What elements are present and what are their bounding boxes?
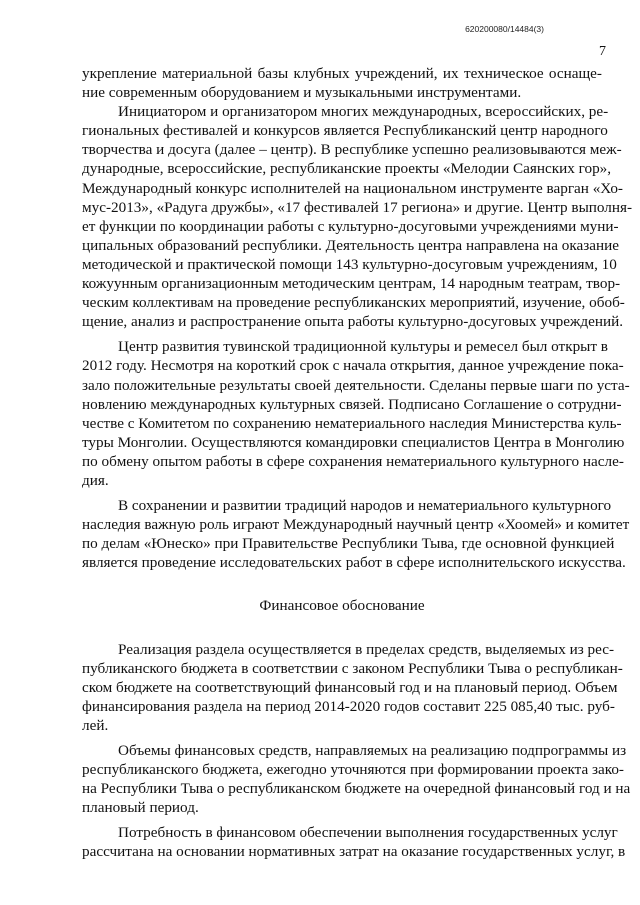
- text-line: честве с Комитетом по сохранению нематериального наследия Министерства куль-: [82, 414, 622, 432]
- text-line: лей.: [82, 716, 109, 734]
- text-line: методической и практической помощи 143 культурно-досуговым учреждениям, 10: [82, 255, 617, 273]
- text-line: рассчитана на основании нормативных затрат на оказание государственных услуг, в: [82, 843, 626, 861]
- text-line: ние современным оборудованием и музыкальными инструментами.: [82, 84, 522, 102]
- text-line: 2012 году. Несмотря на короткий срок с начала открытия, данное учреждение пока-: [82, 357, 624, 375]
- paragraph-budget-volumes: [82, 741, 631, 817]
- text-line: ческим коллективам на проведение республиканских мероприятий, изучение, обоб-: [82, 294, 625, 312]
- text-line: творчества и досуга (далее – центр). В республике успешно реализовываются меж-: [82, 141, 622, 159]
- paragraph-material-base: [82, 64, 602, 102]
- paragraph-tuvan-culture-center: [82, 337, 630, 490]
- text-line: публиканского бюджета в соответствии с законом Республики Тыва о республикан-: [82, 659, 623, 677]
- text-line: Реализация раздела осуществляется в пределах средств, выделяемых из рес-: [118, 640, 615, 658]
- page-number: 7: [599, 44, 606, 59]
- text-line: наследия важную роль играют Международный научный центр «Хоомей» и комитет: [82, 516, 630, 534]
- paragraph-financing: [82, 640, 623, 735]
- text-line: на Республики Тыва о республиканском бюджете на очередной финансовый год и на: [82, 780, 631, 798]
- text-line: укрепление материальной базы клубных учреждений, их техническое оснаще-: [82, 65, 602, 82]
- text-line: Международный конкурс исполнителей на национальном инструменте варган «Хо-: [82, 179, 623, 197]
- text-line: по обмену опытом работы в сфере сохранения нематериального культурного насле-: [82, 452, 624, 470]
- text-line: ципальных образований республики. Деятельность центра направлена на оказание: [82, 236, 619, 254]
- text-line: республиканского бюджета, ежегодно уточняются при формировании проекта зако-: [82, 761, 624, 779]
- document-body: [82, 64, 633, 862]
- text-line: туры Монголии. Осуществляются командировки специалистов Центра в Монголию: [82, 433, 625, 451]
- text-line: зало положительные результаты своей деятельности. Сделаны первые шаги по уста-: [82, 376, 630, 394]
- text-line: ском бюджете на соответствующий финансовый год и на плановый период. Объем: [82, 678, 618, 696]
- paragraph-republican-center: [82, 102, 633, 331]
- text-line: щение, анализ и распространение опыта работы культурно-досуговых учреждений.: [82, 313, 624, 331]
- paragraph-heritage-preservation: [82, 496, 630, 572]
- text-line: В сохранении и развитии традиций народов и нематериального культурного: [118, 497, 612, 515]
- document-code: 620200080/14484(3): [465, 24, 544, 34]
- text-line: дия.: [82, 471, 109, 489]
- text-line: ет функции по координации работы с культурно-досуговыми учреждениями муни-: [82, 217, 619, 235]
- text-line: финансирования раздела на период 2014-2020 годов составит 225 085,40 тыс. руб-: [82, 697, 615, 715]
- text-line: плановый период.: [82, 799, 199, 817]
- section-heading: Финансовое обоснование: [259, 597, 425, 615]
- paragraph-funding-need: [82, 823, 626, 861]
- text-line: кожуунным организационным методическим центрам, 14 народным театрам, твор-: [82, 275, 621, 293]
- text-line: является проведение исследовательских работ в сфере исполнительского искусства.: [82, 554, 626, 572]
- text-line: Объемы финансовых средств, направляемых на реализацию подпрограммы из: [118, 742, 627, 759]
- text-line: Потребность в финансовом обеспечении выполнения государственных услуг: [118, 824, 618, 842]
- text-line: мус-2013», «Радуга дружбы», «17 фестивалей 17 региона» и другие. Центр выполня-: [82, 198, 633, 216]
- text-line: новлению международных культурных связей. Подписано Соглашение о сотрудни-: [82, 395, 622, 413]
- text-line: гиональных фестивалей и конкурсов является Республиканский центр народного: [82, 122, 608, 140]
- text-line: Центр развития тувинской традиционной культуры и ремесел был открыт в: [118, 338, 608, 356]
- text-line: по делам «Юнеско» при Правительстве Республики Тыва, где основной функцией: [82, 535, 615, 553]
- text-line: дународные, всероссийские, республиканские проекты «Мелодии Саянских гор»,: [82, 160, 612, 178]
- text-line: Инициатором и организатором многих международных, всероссийских, ре-: [118, 103, 609, 121]
